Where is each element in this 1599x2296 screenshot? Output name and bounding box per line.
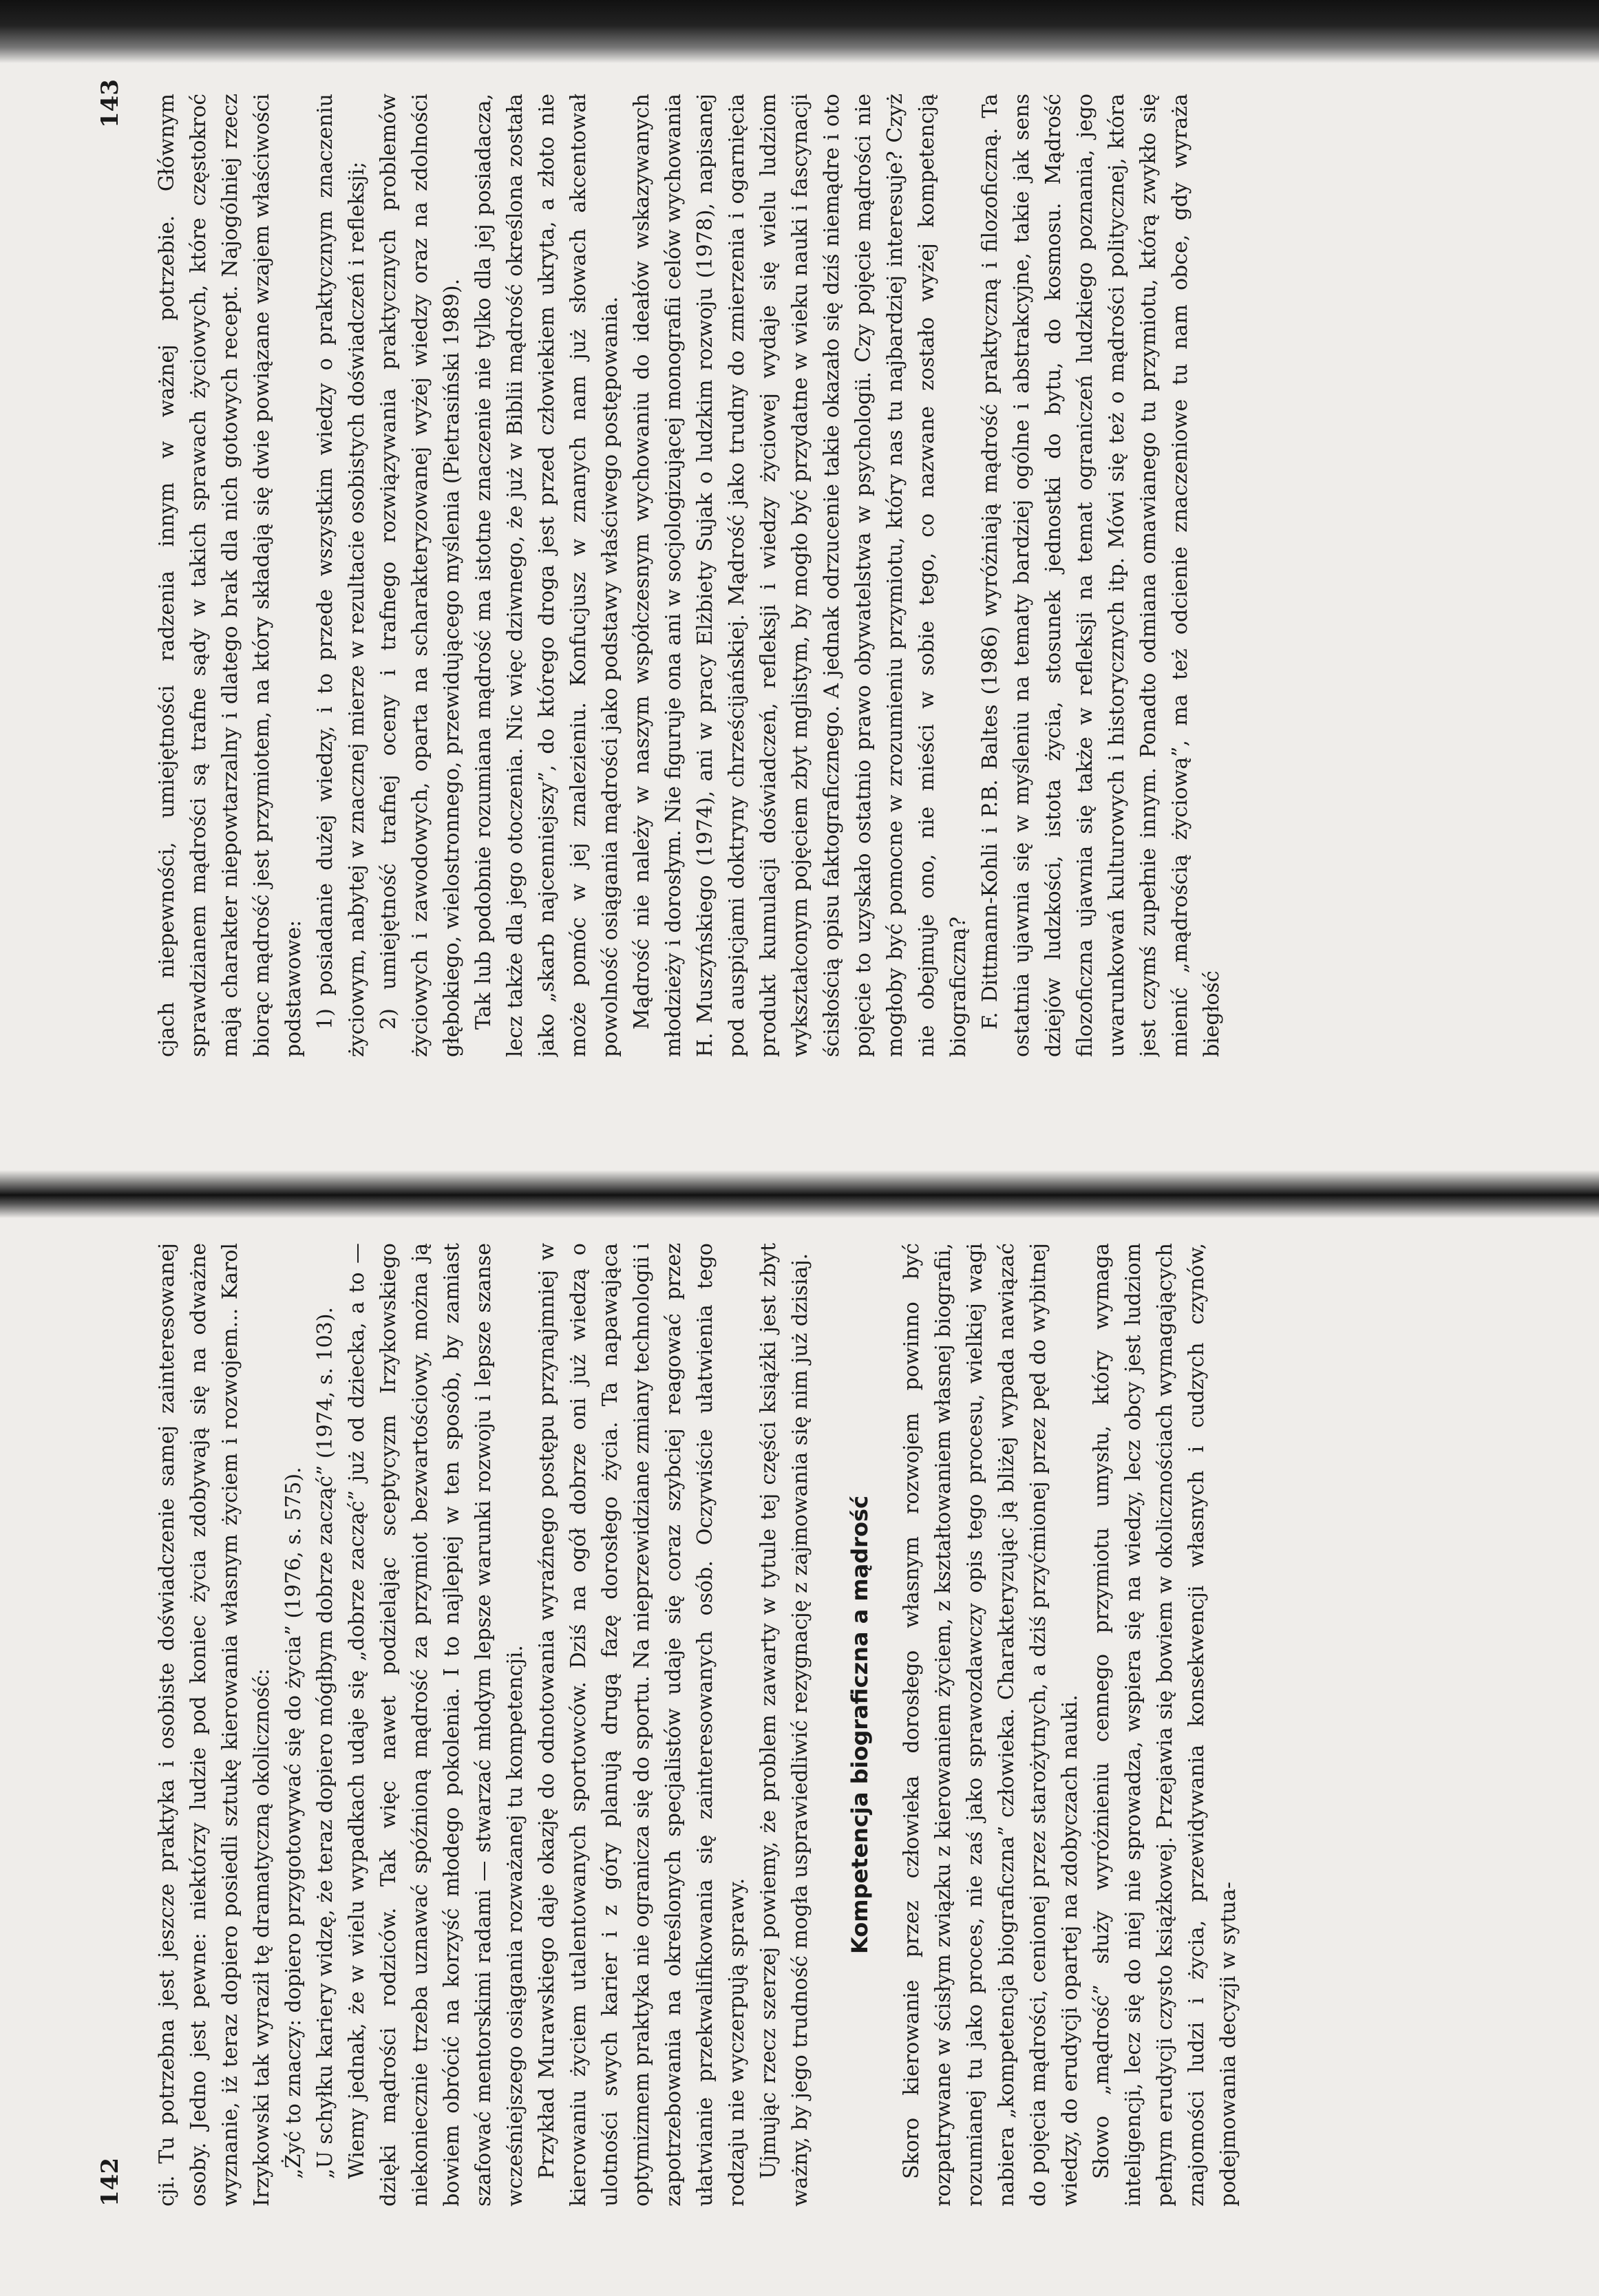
paragraph: Tak lub podobnie rozumiana mądrość ma istotne znaczenie nie tylko dla jej posiadacza, lecz także dla jego otoczenia. Nic więc dziwnego, że już w Biblii mądrość określona została jako „skarb najcenniejszy”, do którego droga jest przed człowiekiem ukryta, a złoto nie może pomóc w jej znalezieniu. Konfucjusz w znanych nam już słowach akcentował powolność osiągania mądrości jako podstawy właściwego postępowania. [472, 94, 622, 1057]
quote-paragraph: „U schyłku kariery widzę, że teraz dopiero mógłbym dobrze zacząć” (1974, s. 103). [313, 1307, 337, 2179]
left-page-text [151, 1243, 1563, 2207]
paragraph: cjach niepewności, umiejętności radzenia innym w ważnej potrzebie. Głównym sprawdzianem mądrości są trafne sądy w takich sprawach życiowych, które częstokroć mają charakter niepowtarzalny i dlatego brak dla nich gotowych recept. Najogólniej rzecz biorąc mądrość jest przymiotem, na który składają się dwie powiązane wzajem właściwości podstawowe: [155, 94, 306, 1057]
right-page-text [151, 94, 1563, 1057]
paragraph: Skoro kierowanie przez człowieka dorosłego własnym rozwojem powinno być rozpatrywane w ścisłym związku z kierowaniem życiem, z kształtowaniem własnej biografii, rozumianej tu jako proces, nie zaś jako sprawozdawczy opis tego procesu, wielkiej wagi nabiera „kompetencja biograficzna” człowieka. Charakteryzując ją bliżej wypada nawiązać do pojęcia mądrości, cenionej przez starożytnych, a dziś przyćmionej przez pęd do wybitnej wiedzy, do erudycji opartej na zdobyczach nauki. [900, 1243, 1082, 2207]
list-item: 1) posiadanie dużej wiedzy, i to przede wszystkim wiedzy o praktycznym znaczeniu życiowym, nabytej w znacznej mierze w rezultacie osobistych doświadczeń i refleksji; [313, 94, 369, 1057]
paragraph: Słowo „mądrość” służy wyróżnieniu cennego przymiotu umysłu, który wymaga inteligencji, lecz się do niej nie sprowadza, wspiera się na wiedzy, lecz obcy jest ludziom pełnym erudycji czysto książkowej. Przejawia się bowiem w okolicznościach wymagających znajomości ludzi i życia, przewidywania konsekwencji własnych i cudzych czynów, podejmowania decyzji w sytua- [1090, 1243, 1240, 2207]
page-number-right: 143 [96, 79, 124, 128]
paragraph: cji. Tu potrzebna jest jeszcze praktyka i osobiste doświadczenie samej zainteresowanej osoby. Jedno jest pewne: niektórzy ludzie pod koniec życia zdobywają się na odważne wyznanie, iż teraz dopiero posiedli sztukę kierowania własnym życiem i rozwojem... Karol Irzykowski tak wyraził tę dramatyczną okoliczność: [155, 1243, 274, 2207]
quote-paragraph: „Żyć to znaczy: dopiero przygotowywać się do życia” (1976, s. 575). [282, 1467, 306, 2179]
page-number-left: 142 [96, 2158, 124, 2207]
paragraph: Wiemy jednak, że w wielu wypadkach udaje się „dobrze zacząć” już od dziecka, a to — dzięki mądrości rodziców. Tak więc nawet podzielając sceptycyzm Irzykowskiego niekoniecznie trzeba uznawać spóźnioną mądrość za przymiot bezwartościowy, można ją bowiem obrócić na korzyść młodego pokolenia. I to najlepiej w ten sposób, by zamiast szafować mentorskimi radami — stwarzać młodym lepsze warunki rozwoju i lepsze szanse wcześniejszego osiągania rozważanej tu kompetencji. [345, 1243, 527, 2207]
list-item: 2) umiejętność trafnej oceny i trafnego rozwiązywania praktycznych problemów życiowych i zawodowych, oparta na scharakteryzowanej wyżej wiedzy oraz na zdolności głębokiego, wielostronnego, przewidującego myślenia (Pietrasiński 1989). [377, 94, 464, 1057]
paragraph: Ujmując rzecz szerzej powiemy, że problem zawarty w tytule tej części książki jest zbyt ważny, by jego trudność mogła usprawiedliwić rezygnację z zajmowania się nim już dzisiaj. [756, 1243, 812, 2207]
paragraph: Mądrość nie należy w naszym współczesnym wychowaniu do ideałów wskazywanych młodzieży i dorosłym. Nie figuruje ona ani w socjologizującej monografii celów wychowania H. Muszyńskiego (1974), ani w pracy Elżbiety Sujak o ludzkim rozwoju (1978), napisanej pod auspicjami doktryny chrześcijańskiej. Mądrość jako trudny do zmierzenia i ogarnięcia produkt kumulacji doświadczeń, refleksji i wiedzy życiowej wydaje się wielu ludziom wykształconym pojęciem zbyt mglistym, by mogło być przydatne w wieku nauki i fascynacji ścisłością opisu faktograficznego. A jednak odrzucenie takie okazało się dziś niemądre i oto pojęcie to uzyskało ostatnio prawo obywatelstwa w psychologii. Czy pojęcie mądrości nie mogłoby być pomocne w zrozumieniu przymiotu, który nas tu najbardziej interesuje? Czyż nie obejmuje ono, nie mieści w sobie tego, co nazwane zostało wyżej kompetencją biograficzną? [630, 94, 971, 1057]
paragraph: F. Dittmann-Kohli i P.B. Baltes (1986) wyróżniają mądrość praktyczną i filozoficzną. Ta ostatnia ujawnia się w myśleniu na tematy bardziej ogólne i abstrakcyjne, takie jak sens dziejów ludzkości, istota życia, stosunek jednostki do bytu, do kosmosu. Mądrość filozoficzna ujawnia się także w refleksji na temat ograniczeń ludzkiego poznania, jego uwarunkowań kulturowych i historycznych itp. Mówi się też o mądrości politycznej, która jest czymś zupełnie innym. Ponadto odmiana omawianego tu przymiotu, którą zwykło się mienić „mądrością życiową”, ma też odcienie znaczeniowe tu nam obce, gdy wyraża biegłość [978, 94, 1224, 1057]
paragraph: Przykład Murawskiego daje okazję do odnotowania wyraźnego postępu przynajmniej w kierowaniu życiem utalentowanych sportowców. Dziś na ogół dobrze oni już wiedzą o ulotności swych karier i z góry planują drugą fazę dorosłego życia. Ta napawająca optymizmem praktyka nie ogranicza się do sportu. Na nieprzewidziane zmiany technologii i zapotrzebowania na określonych specjalistów udaje się coraz szybciej reagować przez ułatwianie przekwalifikowania się zainteresowanych osób. Oczywiście ułatwienia tego rodzaju nie wyczerpują sprawy. [535, 1243, 749, 2207]
section-heading: Kompetencja biograficzna a mądrość [847, 1496, 873, 1954]
